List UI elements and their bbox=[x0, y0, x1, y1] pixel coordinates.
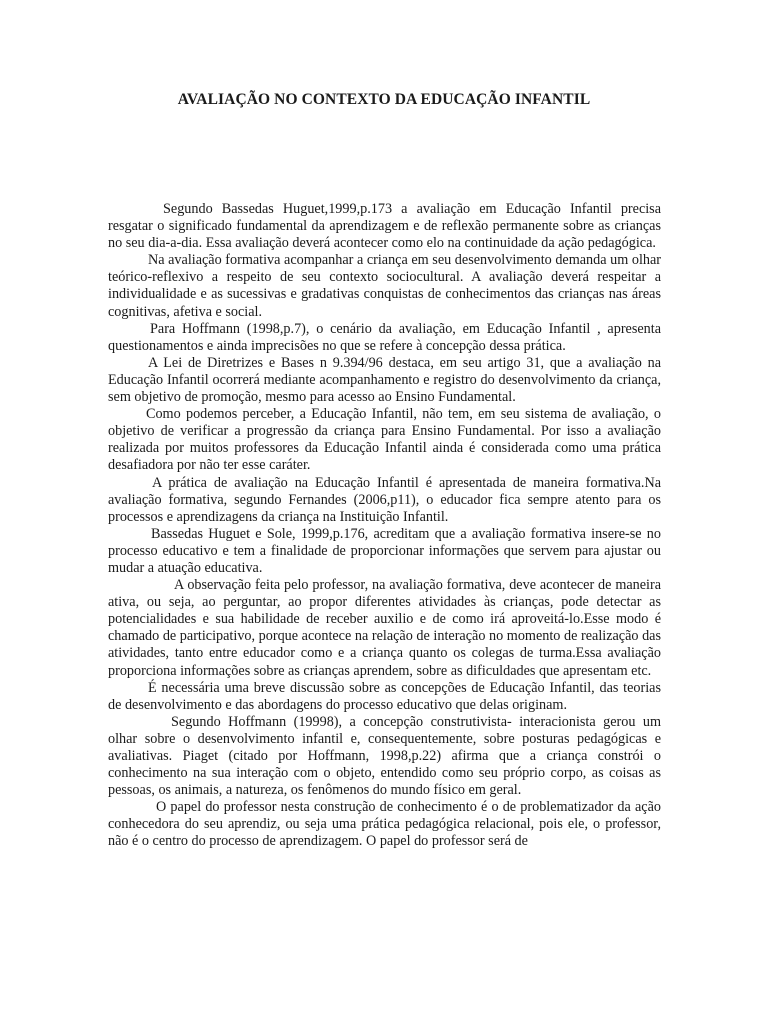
document-body bbox=[108, 201, 661, 851]
paragraph-7: Bassedas Huguet e Sole, 1999,p.176, acreditam que a avaliação formativa insere-se no processo educativo e tem a finalidade de proporcionar informações que servem para ajustar ou mudar a atuação educativa. bbox=[108, 525, 661, 576]
paragraph-10: Segundo Hoffmann (19998), a concepção construtivista- interacionista gerou um olhar sobre o desenvolvimento infantil e, consequentemente, sobre posturas pedagógicas e avaliativas. Piaget (citado por Hoffmann, 1998,p.22) afirma que a criança constrói o conhecimento na sua interação com o objeto, entendido como seu próprio corpo, as coisas as pessoas, os animais, a natureza, os fenômenos do mundo físico em geral. bbox=[108, 713, 661, 799]
paragraph-1: Segundo Bassedas Huguet,1999,p.173 a avaliação em Educação Infantil precisa resgatar o significado fundamental da aprendizagem e de reflexão permanente sobre as crianças no seu dia-a-dia. Essa avaliação deverá acontecer como elo na continuidade da ação pedagógica. bbox=[108, 201, 661, 252]
paragraph-4: A Lei de Diretrizes e Bases n 9.394/96 destaca, em seu artigo 31, que a avaliação na Educação Infantil ocorrerá mediante acompanhamento e registro do desenvolvimento da criança, sem objetivo de promoção, mesmo para acesso ao Ensino Fundamental. bbox=[108, 354, 661, 406]
paragraph-3: Para Hoffmann (1998,p.7), o cenário da avaliação, em Educação Infantil , apresenta questionamentos e ainda imprecisões no que se refere à concepção dessa prática. bbox=[108, 320, 661, 354]
paragraph-8: A observação feita pelo professor, na avaliação formativa, deve acontecer de maneira ativa, ou seja, ao perguntar, ao propor diferentes atividades às crianças, pode detectar as potencialidades e sua habilidade de receber auxilio e de como irá aproveitá-lo.Esse modo é chamado de participativo, porque acontece na relação de interação no momento de realização das atividades, tanto entre educador como e a criança quanto os colegas de turma.Essa avaliação proporciona informações sobre as crianças aprendem, sobre as dificuldades que apresentam etc. bbox=[108, 577, 661, 679]
paragraph-9: É necessária uma breve discussão sobre as concepções de Educação Infantil, das teorias de desenvolvimento e das abordagens do processo educativo que delas originam. bbox=[108, 679, 661, 713]
paragraph-5: Como podemos perceber, a Educação Infantil, não tem, em seu sistema de avaliação, o objetivo de verificar a progressão da criança para Ensino Fundamental. Por isso a avaliação realizada por muitos professores da Educação Infantil ainda é considerada como uma prática desafiadora por não ter esse caráter. bbox=[108, 406, 661, 474]
paragraph-2: Na avaliação formativa acompanhar a criança em seu desenvolvimento demanda um olhar teórico-reflexivo a respeito de seu contexto sociocultural. A avaliação deverá respeitar a individualidade e as sucessivas e gradativas conquistas de conhecimentos das crianças nas áreas cognitivas, afetiva e social. bbox=[108, 252, 661, 320]
paragraph-6: A prática de avaliação na Educação Infantil é apresentada de maneira formativa.Na avaliação formativa, segundo Fernandes (2006,p11), o educador fica sempre atento para os processos e aprendizagens da criança na Instituição Infantil. bbox=[108, 474, 661, 525]
document-title: AVALIAÇÃO NO CONTEXTO DA EDUCAÇÃO INFANTIL bbox=[177, 91, 591, 108]
paragraph-11: O papel do professor nesta construção de conhecimento é o de problematizador da ação conhecedora do seu aprendiz, ou seja uma prática pedagógica relacional, pois ele, o professor, não é o centro do processo de aprendizagem. O papel do professor será de bbox=[108, 799, 661, 850]
